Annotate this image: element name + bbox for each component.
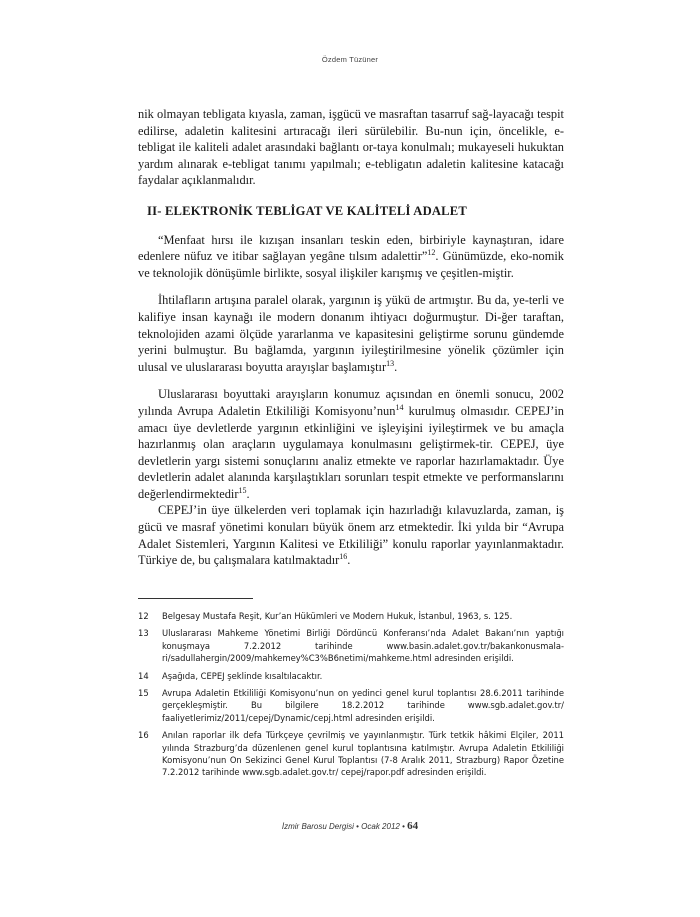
paragraph-cepej bbox=[138, 386, 564, 502]
paragraph-disputes bbox=[138, 292, 564, 375]
footnote-text: Belgesay Mustafa Reşit, Kur’an Hükümleri ve Modern Hukuk, İstanbul, 1963, s. 125. bbox=[162, 611, 513, 621]
paragraph-quote bbox=[138, 232, 564, 282]
paragraph-text: CEPEJ’in üye ülkelerden veri toplamak için hazırladığı kılavuzlarda, zaman, iş gücü ve masraf yönetimi konuları büyük önem arz etmektedir. İki yılda bir “Avrupa Adalet Sistemleri, Yargının Kalitesi ve Etkililiği” konulu raporlar yayınlanmaktadır. Türkiye de, bu çalışmalara katılmaktadır bbox=[138, 503, 564, 568]
footnote-number: 14 bbox=[138, 670, 149, 681]
paragraph-continuation: nik olmayan tebligata kıyasla, zaman, işgücü ve masraftan tasarruf sağ-layacağı tespit edilirse, adaletin kalitesini artıracağı ileri sürülebilir. Bu-nun için, öncelikle, e- tebligat ile kaliteli adalet arasındaki bağlantı or-taya konulmalı; mukayeseli hukuktan yardım alınarak e-tebligat tanımı yapılmalı; e-tebligatın adaletin kalitesine katacağı faydalar açıklanmalıdır. bbox=[138, 107, 564, 188]
paragraph-text: İhtilafların artışına paralel olarak, yargının iş yükü de artmıştır. Bu da, ye-terli ve kalifiye insan kaynağı ile modern donanım ihtiyacı doğurmuştur. Di-ğer taraftan, teknolojiden azami ölçüde yararlanma ve kapasitesini geliştirme sorunu gündemde yerini bulmuştur. Bu bağlamda, yargının iyileştirilmesine yönelik çözümler için ulusal ve uluslararası boyutta arayışlar başlamıştır bbox=[138, 293, 564, 374]
paragraph-text-tail2: . bbox=[246, 486, 250, 501]
footnotes bbox=[138, 610, 564, 784]
paragraph-text: “Menfaat hırsı ile kızışan insanları teskin eden, birbiriyle kaynaştıran, idare edenlere nüfuz ve itibar sağlayan yegâne tılsım adalettir” bbox=[138, 232, 564, 264]
footnote-separator bbox=[138, 598, 253, 599]
footnote-number: 13 bbox=[138, 628, 149, 639]
paragraph-reports bbox=[138, 502, 564, 568]
footnote-ref-16[interactable]: 16 bbox=[339, 552, 348, 562]
page-number: 64 bbox=[407, 820, 419, 832]
footnote-12 bbox=[138, 610, 564, 622]
body-text bbox=[138, 106, 564, 569]
footnote-ref-13[interactable]: 13 bbox=[386, 358, 395, 368]
footer-date: Ocak 2012 bbox=[361, 822, 400, 831]
footer-separator: • bbox=[399, 822, 408, 831]
paragraph-text-tail: . Günümüzde, eko-nomik ve teknolojik dönüşümle birlikte, sosyal ilişkiler karışmış ve çeşitlen-miştir. bbox=[138, 249, 565, 280]
footnote-number: 16 bbox=[138, 730, 149, 741]
section-heading: II- ELEKTRONİK TEBLİGAT VE KALİTELİ ADALET bbox=[147, 203, 467, 218]
page-footer bbox=[0, 820, 700, 832]
paragraph-text: Uluslararası boyuttaki arayışların konumuz açısından en önemli sonucu, 2002 yılında Avrupa Adaletin Etkililiği Komisyonu’nun bbox=[138, 387, 564, 418]
footnote-ref-12[interactable]: 12 bbox=[427, 248, 436, 258]
footnote-number: 12 bbox=[138, 611, 149, 621]
running-header-author: Özdem Tüzüner bbox=[321, 55, 379, 64]
footnote-text: Avrupa Adaletin Etkililiği Komisyonu’nun on yedinci genel kurul toplantısı 28.6.2011 tarihinde gerçekleşmiştir. Bu bilgilere 18.2.2012 tarihinde www.sgb.adalet.gov.tr/ faaliyetlerimiz/2011/cepej/Dynamic/cepj.html adresinden erişildi. bbox=[162, 688, 564, 723]
footnote-text: Aşağıda, CEPEJ şeklinde kısaltılacaktır. bbox=[162, 670, 323, 681]
paragraph-text-tail: kurulmuş olmasıdır. CEPEJ’in amacı üye devletlerde yargının etkinliğini ve işleyişini iyileştirmek ve bu amaçla hazırlanmış olan araçların uygulamaya konulmasını geliştirmek-tir. CEPEJ, üye devletlerin yargı sistemi sonuçlarını analiz etmekte ve raporlar hazırlamaktadır. Üye devletlerin adalet alanında karşılaştıkları sorunları tespit etmekte ve performanslarını değerlendirmektedir bbox=[138, 403, 565, 501]
footnote-13 bbox=[138, 627, 564, 664]
footnote-text: Anılan raporlar ilk defa Türkçeye çevrilmiş ve yayınlanmıştır. Türk tetkik hâkimi Elçiler, 2011 yılında Strazburg’da düzenlenen genel kurul toplantısına katılmıştır. Avrupa Adaletin Etkililiği Komisyonu’nun On Sekizinci Genel Kurul Toplantısı (7-8 Aralık 2011, Strazburg) Rapor Özetine 7.2.2012 tarihinde www.sgb.adalet.gov.tr/ cepej/rapor.pdf adresinden erişildi. bbox=[162, 730, 564, 778]
footnote-15 bbox=[138, 687, 564, 724]
footnote-text: Uluslararası Mahkeme Yönetimi Birliği Dördüncü Konferansı’nda Adalet Bakanı’nın yaptığı konuşmaya 7.2.2012 tarihinde www.basin.adalet.gov.tr/bakankonusmala-ri/sadullahergin/2009/mahkemey%C3%B6netimi/mahkeme.html adresinden erişildi. bbox=[162, 628, 564, 664]
footnote-14 bbox=[138, 670, 564, 682]
paragraph-text-tail: . bbox=[394, 359, 398, 374]
footer-separator: • bbox=[353, 822, 362, 831]
footer-journal-name: İzmir Barosu Dergisi bbox=[281, 822, 354, 831]
footnote-number: 15 bbox=[138, 688, 149, 699]
paragraph-text-tail: . bbox=[347, 553, 351, 568]
footnote-16 bbox=[138, 729, 564, 779]
footnote-ref-14[interactable]: 14 bbox=[395, 402, 404, 412]
footnote-ref-15[interactable]: 15 bbox=[238, 485, 247, 495]
